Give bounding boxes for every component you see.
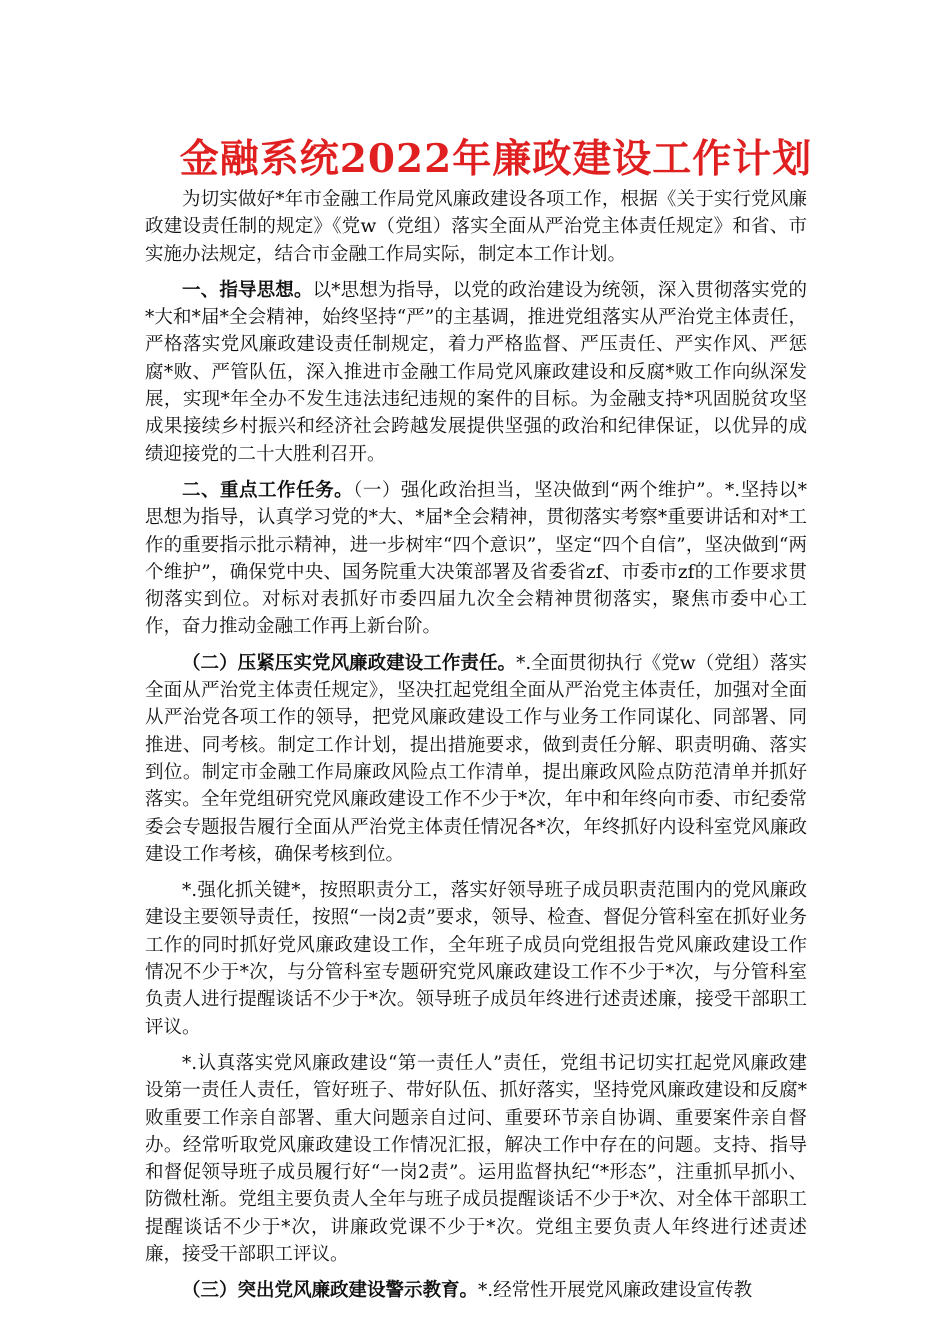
paragraph-text: *.认真落实党风廉政建设“第一责任人”责任，党组书记切实扛起党风廉政建设第一责任人责任，管好班子、带好队伍、抓好落实，坚持党风廉政建设和反腐*败重要工作亲自部署、重大问题亲自过问、重要环节亲自协调、重要案件亲自督办。经常听取党风廉政建设工作情况汇报，解决工作中存在的问题。支持、指导和督促领导班子成员履行好“一岗2责”。运用监督执纪“*形态”，注重抓早抓小、防微杜渐。党组主要负责人全年与班子成员提醒谈话不少于*次、对全体干部职工提醒谈话不少于*次，讲廉政党课不少于*次。党组主要负责人年终进行述责述廉，接受干部职工评议。 (145, 1052, 807, 1265)
paragraph-text: *.全面贯彻执行《党w（党组）落实全面从严治党主体责任规定》，坚决扛起党组全面从严治党主体责任，加强对全面从严治党各项工作的领导，把党风廉政建设工作与业务工作同谋化、同部署、同推进、同考核。制定工作计划，提出措施要求，做到责任分解、职责明确、落实到位。制定市金融工作局廉政风险点工作清单，提出廉政风险点防范清单并抓好落实。全年党组研究党风廉政建设工作不少于*次，年中和年终向市委、市纪委常委会专题报告履行全面从严治党主体责任情况各*次，年终抓好内设科室党风廉政建设工作考核，确保考核到位。 (145, 652, 807, 865)
section-heading: （三）突出党风廉政建设警示教育。 (182, 1280, 479, 1302)
document-body (145, 186, 807, 1314)
document-title: 金融系统2022年廉政建设工作计划 (179, 136, 813, 182)
first-responsible-paragraph (145, 1050, 807, 1268)
paragraph-text: *.强化抓关键*，按照职责分工，落实好领导班子成员职责范围内的党风廉政建设主要领导责任，按照“一岗2责”要求，领导、检查、督促分管科室在抓好业务工作的同时抓好党风廉政建设工作，全年班子成员向党组报告党风廉政建设工作情况不少于*次，与分管科室专题研究党风廉政建设工作不少于*次，与分管科室负责人进行提醒谈话不少于*次。领导班子成员年终进行述责述廉，接受干部职工评议。 (145, 880, 807, 1038)
paragraph-text: 以*思想为指导，以党的政治建设为统领，深入贯彻落实党的*大和*届*全会精神，始终坚持“严”的主基调，推进党组落实从严治党主体责任，严格落实党风廉政建设责任制规定，着力严格监督、严压责任、严实作风、严惩腐*败、严管队伍，深入推进市金融工作局党风廉政建设和反腐*败工作向纵深发展，实现*年全办不发生违法违纪违规的案件的目标。为金融支持*巩固脱贫攻坚成果接续乡村振兴和经济社会跨越发展提供坚强的政治和纪律保证，以优异的成绩迎接党的二十大胜利召开。 (145, 279, 807, 465)
section-heading: 二、重点工作任务。 (182, 479, 354, 501)
responsibility-paragraph (145, 650, 807, 868)
key-persons-paragraph (145, 877, 807, 1041)
warning-education-paragraph (145, 1277, 807, 1304)
paragraph-text: （一）强化政治担当，坚决做到“两个维护”。*.坚持以*思想为指导，认真学习党的*大、*届*全会精神，贯彻落实考察*重要讲话和对*工作的重要指示批示精神，进一步树牢“四个意识”，坚定“四个自信”，坚决做到“两个维护”，确保党中央、国务院重大决策部署及省委省zf、市委市zf的工作要求贯彻落实到位。对标对表抓好市委四届九次全会精神贯彻落实，聚焦市委中心工作，奋力推动金融工作再上新台阶。 (145, 479, 807, 638)
paragraph-text: *.经常性开展党风廉政建设宣传教 (478, 1280, 753, 1302)
guiding-thought-paragraph (145, 277, 807, 468)
section-heading: 一、指导思想。 (182, 279, 313, 301)
key-tasks-paragraph (145, 477, 807, 641)
intro-paragraph (145, 186, 807, 268)
paragraph-text: 为切实做好*年市金融工作局党风廉政建设各项工作，根据《关于实行党风廉政建设责任制的规定》《党w（党组）落实全面从严治党主体责任规定》和省、市实施办法规定，结合市金融工作局实际，制定本工作计划。 (145, 189, 807, 265)
section-heading: （二）压紧压实党风廉政建设工作责任。 (182, 652, 517, 674)
